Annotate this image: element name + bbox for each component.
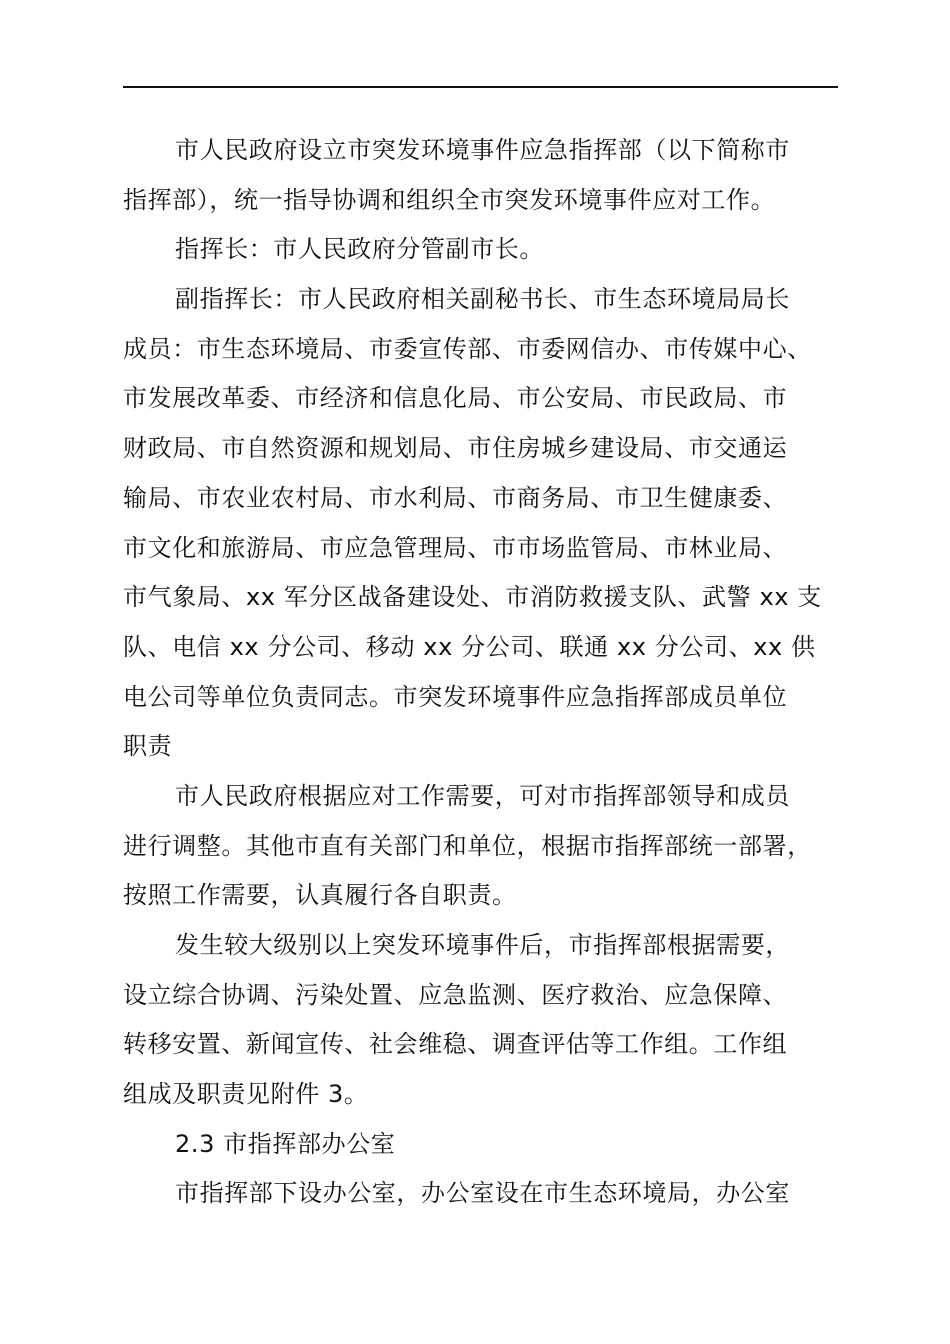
text-line: 市指挥部下设办公室，办公室设在市生态环境局，办公室 <box>175 1179 790 1208</box>
text-line: 按照工作需要，认真履行各自职责。 <box>123 881 517 910</box>
text-line: 副指挥长：市人民政府相关副秘书长、市生态环境局局长 <box>175 285 790 314</box>
text-line: 进行调整。其他市直有关部门和单位，根据市指挥部统一部署， <box>123 831 812 860</box>
text-line: 设立综合协调、污染处置、应急监测、医疗救治、应急保障、 <box>123 980 788 1009</box>
body-text <box>123 126 863 1219</box>
text-line: 市人民政府根据应对工作需要，可对市指挥部领导和成员 <box>175 781 790 810</box>
text-line: 发生较大级别以上突发环境事件后，市指挥部根据需要， <box>175 931 790 959</box>
text-line: 组成及职责见附件 3。 <box>123 1080 369 1109</box>
text-line: 职责 <box>123 732 173 761</box>
text-line: 指挥长：市人民政府分管副市长。 <box>175 235 544 264</box>
section-heading: 2.3 市指挥部办公室 <box>175 1129 396 1158</box>
text-line: 市气象局、xx 军分区战备建设处、市消防救援支队、武警 xx 支 <box>123 583 822 612</box>
text-line: 输局、市农业农村局、市水利局、市商务局、市卫生健康委、 <box>123 483 788 512</box>
text-line: 市文化和旅游局、市应急管理局、市市场监管局、市林业局、 <box>123 533 788 562</box>
text-line: 电公司等单位负责同志。市突发环境事件应急指挥部成员单位 <box>123 682 788 711</box>
text-line: 市发展改革委、市经济和信息化局、市公安局、市民政局、市 <box>123 384 788 413</box>
text-line: 财政局、市自然资源和规划局、市住房城乡建设局、市交通运 <box>123 434 788 463</box>
text-line: 市人民政府设立市突发环境事件应急指挥部（以下简称市 <box>175 136 790 164</box>
text-line: 成员：市生态环境局、市委宣传部、市委网信办、市传媒中心、 <box>123 334 812 363</box>
text-line: 转移安置、新闻宣传、社会维稳、调查评估等工作组。工作组 <box>123 1030 788 1059</box>
text-line: 队、电信 xx 分公司、移动 xx 分公司、联通 xx 分公司、xx 供 <box>123 632 816 661</box>
header-rule <box>123 86 838 88</box>
text-line: 指挥部），统一指导协调和组织全市突发环境事件应对工作。 <box>123 185 776 214</box>
